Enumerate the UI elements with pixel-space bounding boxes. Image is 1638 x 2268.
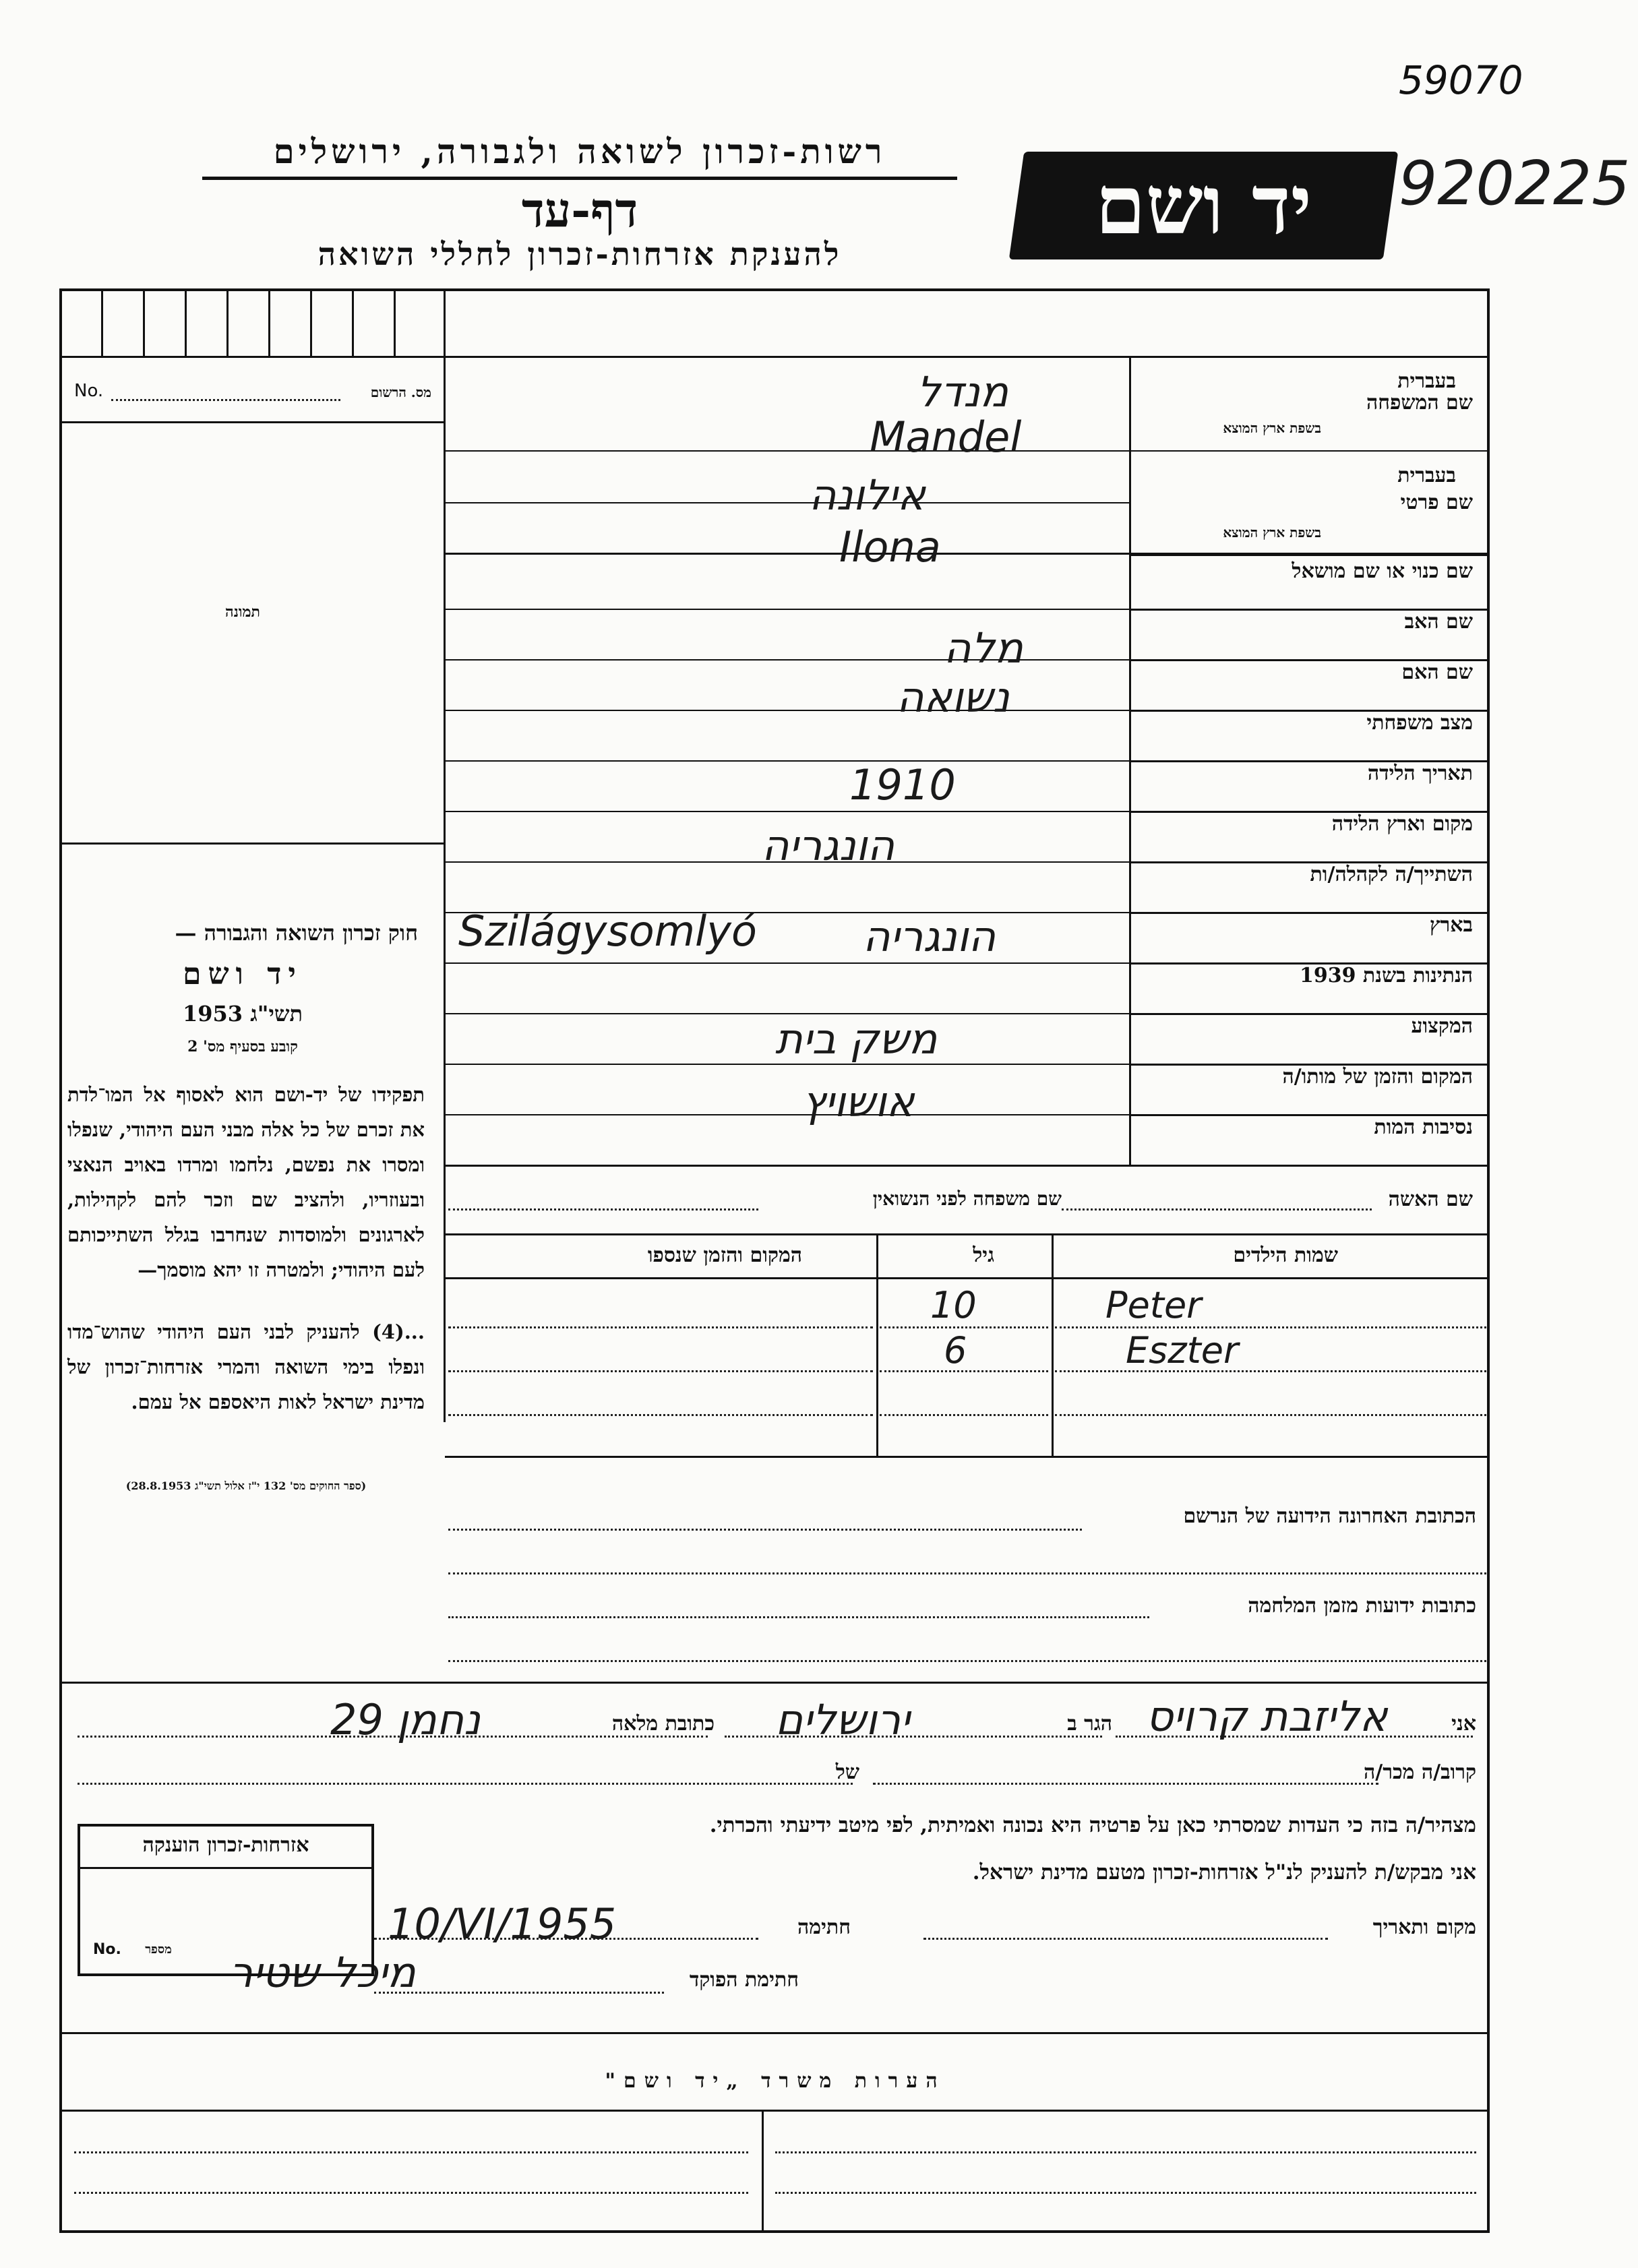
family-name-hebrew-value: מנדל	[917, 367, 1009, 417]
first-name-origin-value: Ilona	[839, 522, 941, 572]
last-address-label: הכתובת האחרונה הידועה של הנרשם	[1183, 1504, 1476, 1528]
first-name-origin-label: בשפת ארץ המוצא	[1223, 524, 1321, 541]
law-name: יד ושם	[183, 957, 303, 991]
first-name-label: שם פרטי	[1400, 491, 1473, 514]
request-text: אני מבקש/ת להעניק לנ"ל אזרחות-זכרון מטעם מדינת ישראל.	[972, 1860, 1476, 1884]
spouse-label: שם האשה	[1388, 1188, 1473, 1211]
birth-place-label: מקום וארץ הלידה	[1331, 812, 1473, 836]
award-box-number-label: מספר	[145, 1942, 172, 1957]
left-column-divider	[444, 290, 446, 1422]
mother-value: מלה	[944, 623, 1023, 673]
yad-vashem-logo	[1009, 152, 1398, 259]
full-address-label: כתובת מלאה	[611, 1712, 715, 1736]
community-label: השתייך/ה לקהלה/ות	[1310, 863, 1473, 886]
birth-date-label: תאריך הלידה	[1367, 762, 1473, 785]
relative-label: קרוב/ה מכר/ה	[1364, 1760, 1476, 1784]
registration-no-label: No.	[74, 381, 104, 401]
first-name-hebrew-label: בעברית	[1397, 464, 1456, 487]
family-name-origin-label: בשפת ארץ המוצא	[1223, 420, 1321, 436]
declarant-name: אליזבת קרויס	[1146, 1692, 1388, 1741]
stamp-number: 59070	[1399, 57, 1523, 103]
place-date-label: מקום ותאריך	[1372, 1915, 1476, 1939]
birth-date-value: 1910	[849, 760, 956, 809]
header-underline	[202, 177, 957, 180]
child-2-name: Eszter	[1126, 1329, 1239, 1372]
handwritten-number: 920225	[1399, 148, 1631, 219]
photo-label: תמונה	[225, 603, 260, 621]
declaration-text: מצהיר/ה בזה כי העדות שמסרתי כאן על פרטיה היא נכונה ואמיתית, לפי מיטב ידיעתי והכרתי.	[709, 1813, 1476, 1837]
child-1-name: Peter	[1105, 1284, 1202, 1326]
of-label: של	[835, 1760, 859, 1784]
death-place-label: המקום והזמן של מותו/ה	[1282, 1065, 1473, 1089]
family-name-label: שם המשפחה	[1366, 391, 1473, 415]
award-box-no-label: No.	[93, 1941, 121, 1958]
officer-signature: מיכל שטיר	[229, 1948, 416, 1997]
declarant-city: ירושלים	[775, 1695, 910, 1744]
declaration-date: 10/VI/1955	[388, 1899, 617, 1949]
marital-label: מצב משפחתי	[1366, 711, 1473, 735]
children-col-age: גיל	[973, 1244, 994, 1267]
form-subtitle: להענקת אזרחות-זכרון לחללי השואה	[317, 236, 842, 272]
mother-label: שם האם	[1401, 661, 1473, 684]
form-title: דף-עד	[521, 182, 638, 238]
country-town-value: Szilágysomlyó	[458, 907, 757, 956]
marital-value: נשואה	[897, 673, 1010, 722]
profession-label: המקצוע	[1411, 1014, 1473, 1038]
children-col-place: המקום והזמן שנספו	[647, 1244, 802, 1267]
father-label: שם האב	[1404, 610, 1473, 634]
child-1-age: 10	[930, 1284, 977, 1326]
death-place-value: אושויץ	[802, 1077, 915, 1126]
death-cause-label: נסיבות המות	[1374, 1115, 1473, 1139]
remarks-label: הערות משרד „יד ושם"	[605, 2069, 946, 2093]
country-label: בארץ	[1429, 913, 1473, 937]
law-year: תשי"ג 1953	[183, 1001, 303, 1026]
signature-label: חתימה	[797, 1915, 851, 1939]
family-name-origin-value: Mandel	[870, 412, 1022, 462]
child-2-age: 6	[944, 1329, 967, 1372]
institution-name: רשות-זכרון לשואה ולגבורה, ירושלים	[273, 131, 886, 171]
declarant-full-address: נחמן 29	[330, 1695, 481, 1744]
family-name-hebrew-label: בעברית	[1397, 369, 1456, 393]
law-footnote: (ספר החוקים מס' 132 י"ז אלול תשי"ג 28.8.1953)	[125, 1479, 367, 1492]
registration-label: מס. הרשום	[370, 384, 431, 400]
law-text: תפקידו של יד-ושם הוא לאסוף אל המו־לדת את זכרם של כל אלה מבני העם היהודי, שנפלו ומסרו את נפשם, נלחמו ומרדו באויב הנאצי ובעוזריו, ולהציב שם וזכר להם לקהילות, לארגונים ולמוסדות שנחרבו בגלל השתייכותם לעם היהודי; ולמטרה זו יהא מוסמך—	[67, 1083, 425, 1281]
declarant-i-label: אני	[1451, 1712, 1476, 1736]
law-text-2: ...(4) להעניק לבני העם היהודי שהוש־מדו ונפלו בימי השואה והמרי אזרחות־זכרון של מדינת ישראל לאות היאספם אל עמם.	[67, 1320, 425, 1413]
citizenship-label: הנתינות בשנת 1939	[1299, 964, 1473, 987]
first-name-hebrew-value: אילונה	[809, 470, 926, 520]
officer-label: חתימת הפוקד	[689, 1968, 799, 1992]
profession-value: משק בית	[775, 1014, 938, 1064]
law-title: חוק זכרון השואה והגבורה —	[175, 920, 418, 946]
logo-text: יד ושם	[1095, 158, 1312, 253]
children-col-names: שמות הילדים	[1233, 1244, 1338, 1267]
birth-place-value: הונגריה	[762, 821, 895, 870]
nickname-label: שם כנוי או שם מושאל	[1292, 559, 1473, 583]
declarant-resides-label: הגר ב	[1067, 1712, 1112, 1736]
spouse-maiden-label: שם משפחה לפני הנשואין	[872, 1188, 1062, 1210]
country-value: הונגריה	[863, 912, 996, 961]
war-address-label: כתובות ידועות מזמן המלחמה	[1248, 1594, 1476, 1618]
award-box-title: אזרחות-זכרון הוענקה	[142, 1833, 309, 1857]
law-clause: קובע בסעיף מס' 2	[187, 1038, 298, 1055]
